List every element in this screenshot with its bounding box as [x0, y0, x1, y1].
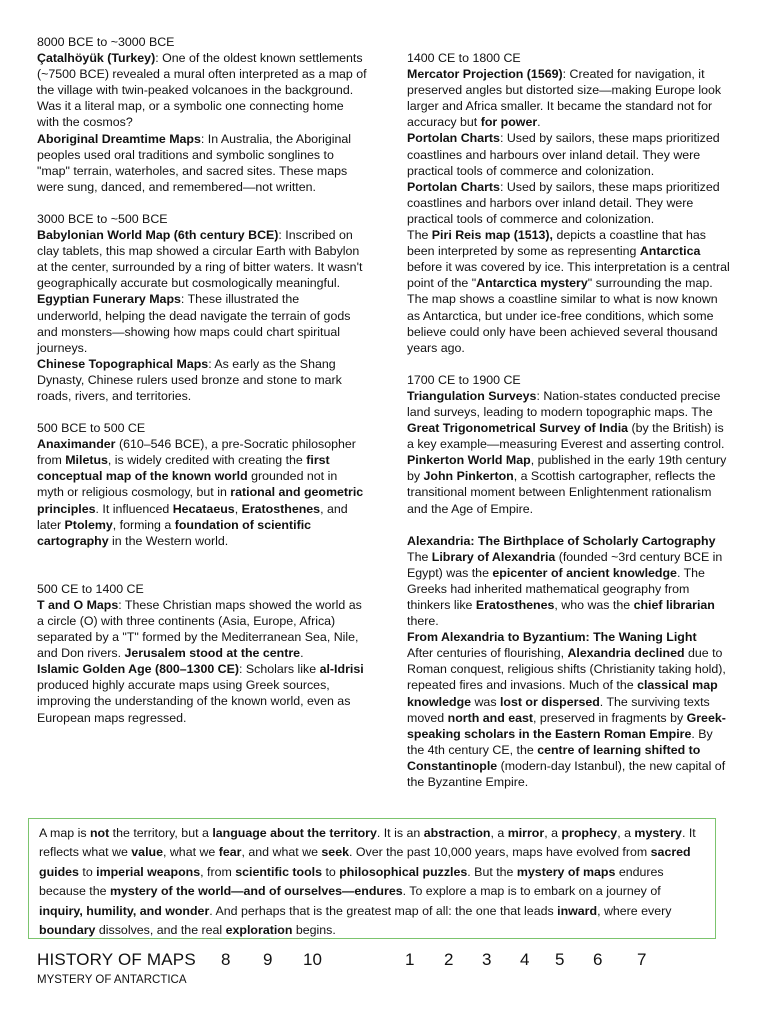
- paragraph-pinkerton: [407, 452, 731, 516]
- bold-term: classical map knowledge: [407, 678, 718, 709]
- bold-term: chief librarian: [633, 598, 715, 612]
- text-run: . The surviving texts moved: [407, 694, 710, 725]
- bold-term: exploration: [225, 923, 293, 938]
- text-run: begins.: [292, 923, 336, 938]
- paragraph-portolan-2: [407, 179, 731, 227]
- era-heading: 1700 CE to 1900 CE: [407, 372, 521, 387]
- text-run: grounded not in myth or religious cosmology, but in: [37, 469, 338, 500]
- page-number-link[interactable]: 7: [637, 950, 647, 969]
- text-run: After centuries of flourishing,: [407, 646, 568, 661]
- paragraph-piri-reis: [407, 227, 731, 356]
- bold-term: Çatalhöyük (Turkey): [37, 51, 156, 66]
- text-run: to: [322, 864, 340, 879]
- text-run: (founded ~3rd century BCE in Egypt) was the: [407, 549, 723, 580]
- bold-term: sacred guides: [39, 845, 691, 879]
- bold-term: Miletus: [65, 453, 108, 468]
- bold-term: Ptolemy: [64, 517, 113, 532]
- text-run: , a Scottish cartographer, reflects the transitional moment between Enlightenment rationalism and the Age of Empire.: [407, 469, 716, 516]
- text-run: : These illustrated the underworld, helping the dead navigate the terrain of gods and monsters—showing how maps could chart spiritual journeys.: [37, 292, 351, 355]
- bold-term: Mercator Projection (1569): [407, 67, 563, 82]
- bold-term: Alexandria declined: [567, 646, 685, 661]
- bold-term: centre of learning shifted to Constantinople: [407, 742, 701, 773]
- bold-term: boundary: [39, 923, 96, 938]
- bold-term: first conceptual map of the known world: [37, 453, 330, 484]
- paragraph-t-and-o: [37, 597, 367, 661]
- paragraph-catalhoyuk: [37, 50, 367, 130]
- text-run: , a: [544, 826, 562, 840]
- text-run: , a: [490, 826, 508, 840]
- paragraph-decline: [407, 645, 731, 790]
- text-run: : Used by sailors, these maps prioritized coastlines and harbors over inland detail. They were practical tools of commerce and colonization.: [407, 179, 720, 226]
- bold-term: Chinese Topographical Maps: [37, 356, 209, 371]
- bold-term: philosophical puzzles: [339, 864, 468, 879]
- bold-term: inward: [557, 903, 598, 918]
- text-run: was: [471, 694, 500, 709]
- bold-term: epicenter of ancient knowledge: [492, 565, 677, 580]
- bold-term: Eratosthenes: [475, 598, 555, 612]
- page-number-link[interactable]: 1: [405, 950, 415, 969]
- text-run: . The Greeks had inherited mathematical geography from thinkers like: [407, 565, 705, 612]
- bold-term: Eratosthenes: [241, 501, 321, 516]
- page-number-link[interactable]: 3: [482, 950, 492, 969]
- text-run: , is widely credited with creating the: [107, 453, 307, 468]
- text-run: A map is: [39, 826, 90, 840]
- text-run: , forming a: [112, 517, 175, 532]
- bold-term: Babylonian World Map (6th century BCE): [37, 228, 279, 243]
- text-run: .: [537, 115, 541, 130]
- text-run: . And perhaps that is the greatest map of all: the one that leads: [209, 903, 558, 918]
- bold-term: seek: [321, 845, 349, 860]
- text-run: endures because the: [39, 864, 664, 899]
- text-run: , published in the early 19th century by: [407, 453, 727, 484]
- right-column: [407, 50, 731, 790]
- paragraph-dreamtime: [37, 131, 367, 195]
- bold-term: abstraction: [423, 826, 491, 840]
- text-run: : Inscribed on clay tablets, this map showed a circular Earth with Babylon at the center, surrounded by a ring of bitter waters. It wasn't geographically accurate but cosmologically meaningful.: [37, 228, 363, 291]
- bold-term: Great Trigonometrical Survey of India: [407, 421, 629, 436]
- bold-term: al-Idrisi: [319, 662, 364, 677]
- bold-term: Aboriginal Dreamtime Maps: [37, 131, 201, 146]
- text-run: : One of the oldest known settlements (~7500 BCE) revealed a mural often interpreted as a map of the village with twin-peaked volcanoes in the background. Was it a literal map, or a symbolic one connecting home with the cosmos?: [37, 51, 367, 130]
- text-run: ,: [234, 501, 242, 516]
- text-run: : Nation-states conducted precise land surveys, leading to modern topographic maps. The: [407, 388, 721, 419]
- text-run: the territory, but a: [109, 826, 213, 840]
- paragraph-egyptian: [37, 291, 367, 355]
- bold-term: scientific tools: [235, 864, 323, 879]
- page-number-link[interactable]: 9: [263, 950, 273, 969]
- bold-term: mystery of the world—and of ourselves—endures: [109, 884, 403, 899]
- paragraph-mercator: [407, 66, 731, 130]
- era-heading: 3000 BCE to ~500 BCE: [37, 211, 168, 226]
- text-run: . To explore a map is to embark on a journey of: [402, 884, 661, 899]
- text-run: there.: [407, 614, 439, 629]
- text-run: : Scholars like: [239, 662, 320, 677]
- footer-subtitle: MYSTERY OF ANTARCTICA: [37, 974, 187, 986]
- bold-term: value: [131, 845, 163, 860]
- paragraph-library: [407, 549, 731, 629]
- text-run: . But the: [467, 864, 517, 879]
- paragraph-islamic: [37, 661, 367, 725]
- bold-term: inquiry, humility, and wonder: [39, 903, 210, 918]
- text-run: produced highly accurate maps using Greek sources, improving the understanding of the known world, even as European maps regressed.: [37, 678, 351, 725]
- bold-term: mystery of maps: [516, 864, 616, 879]
- text-run: The: [407, 549, 432, 564]
- bold-term: Hecataeus: [172, 501, 235, 516]
- bold-term: mirror: [507, 826, 545, 840]
- text-run: , from: [200, 864, 236, 879]
- text-run: . By the 4th century CE, the: [407, 726, 713, 757]
- bold-term: Piri Reis map (1513),: [431, 228, 554, 243]
- text-run: before it was covered by ice. This interpretation is a central point of the ": [407, 260, 730, 291]
- text-run: , and later: [37, 501, 348, 532]
- bold-term: for power: [480, 115, 538, 130]
- bold-term: Triangulation Surveys: [407, 388, 537, 403]
- bold-term: Pinkerton World Map: [407, 453, 531, 468]
- text-run: , and what we: [241, 845, 322, 860]
- bold-term: prophecy: [561, 826, 618, 840]
- footer-title: HISTORY OF MAPS: [37, 950, 196, 969]
- text-run: due to Roman conquest, religious shifts (Christianity taking hold), repeated fires and invasions. Much of the: [407, 646, 726, 693]
- section-heading-alexandria: Alexandria: The Birthplace of Scholarly Cartography: [407, 533, 716, 548]
- bold-term: imperial weapons: [96, 864, 201, 879]
- summary-box: [28, 818, 716, 939]
- left-column: [37, 34, 367, 726]
- bold-term: lost or dispersed: [499, 694, 600, 709]
- bold-term: rational and geometric principles: [37, 485, 364, 516]
- text-run: , preserved in fragments by: [533, 710, 687, 725]
- bold-term: Library of Alexandria: [431, 549, 556, 564]
- paragraph-babylonian: [37, 227, 367, 291]
- page-number-link[interactable]: 4: [520, 950, 530, 969]
- text-run: . It reflects what we: [39, 826, 696, 860]
- text-run: : As early as the Shang Dynasty, Chinese rulers used bronze and stone to mark roads, rivers, and territories.: [37, 356, 342, 403]
- text-run: . It influenced: [95, 501, 173, 516]
- page-number-link[interactable]: 8: [221, 950, 231, 969]
- text-run: , where every: [597, 903, 672, 918]
- text-run: .: [300, 646, 304, 661]
- text-run: , a: [617, 826, 635, 840]
- page-number-link[interactable]: 6: [593, 950, 603, 969]
- bold-term: mystery: [634, 826, 682, 840]
- text-run: . Over the past 10,000 years, maps have evolved from: [348, 845, 651, 860]
- bold-term: north and east: [447, 710, 534, 725]
- paragraph-triangulation: [407, 388, 731, 452]
- bold-term: foundation of scientific cartography: [37, 517, 312, 548]
- bold-term: Jerusalem stood at the centre: [124, 646, 301, 661]
- text-run: dissolves, and the real: [95, 923, 226, 938]
- paragraph-chinese: [37, 356, 367, 404]
- text-run: . It is an: [376, 826, 424, 840]
- bold-term: Portolan Charts: [407, 131, 500, 146]
- bold-term: language about the territory: [212, 826, 377, 840]
- text-run: to: [78, 864, 97, 879]
- bold-term: Portolan Charts: [407, 179, 500, 194]
- text-run: (by the British) is a key example—measuring Everest and asserting control.: [407, 421, 725, 452]
- bold-term: John Pinkerton: [423, 469, 514, 484]
- bold-term: T and O Maps: [37, 597, 119, 612]
- text-run: " surrounding the map. The map shows a coastline similar to what is now known as Antarctica, but under ice-free conditions, which some believe could only have been achieved several thousand years ago.: [407, 276, 718, 355]
- text-run: , who was the: [554, 598, 634, 612]
- bold-term: Islamic Golden Age (800–1300 CE): [37, 662, 240, 677]
- bold-term: Egyptian Funerary Maps: [37, 292, 181, 307]
- bold-term: Anaximander: [37, 437, 116, 452]
- page-number-link[interactable]: 10: [303, 950, 322, 969]
- bold-term: Antarctica: [639, 244, 701, 259]
- bold-term: fear: [218, 845, 242, 860]
- text-run: : In Australia, the Aboriginal peoples used oral traditions and symbolic songlines to "map" terrain, waterholes, and sacred sites. These maps were sung, danced, and remembered—not written.: [37, 131, 352, 194]
- paragraph-anaximander: [37, 436, 367, 549]
- bold-term: not: [89, 826, 110, 840]
- text-run: (610–546 BCE), a pre-Socratic philosopher from: [37, 437, 356, 468]
- era-heading: 1400 CE to 1800 CE: [407, 51, 521, 65]
- page-number-link[interactable]: 5: [555, 950, 565, 969]
- text-run: in the Western world.: [108, 533, 229, 548]
- era-heading: 8000 BCE to ~3000 BCE: [37, 35, 175, 49]
- page-number-link[interactable]: 2: [444, 950, 454, 969]
- text-run: The: [407, 228, 432, 243]
- era-heading: 500 CE to 1400 CE: [37, 581, 144, 596]
- text-run: , what we: [162, 845, 219, 860]
- text-run: : Created for navigation, it preserved angles but distorted size—making Europe look larger and Africa smaller. It became the standard not for accuracy but: [407, 67, 722, 130]
- text-run: : Used by sailors, these maps prioritized coastlines and harbours over inland detail. They were practical tools of commerce and colonization.: [407, 131, 720, 178]
- text-run: depicts a coastline that has been interpreted by some as representing: [407, 228, 706, 259]
- bold-term: Antarctica mystery: [476, 276, 588, 291]
- bold-term: Greek-speaking scholars in the Eastern Roman Empire: [407, 710, 726, 741]
- text-run: : These Christian maps showed the world as a circle (O) with three continents (Asia, Europe, Africa) separated by a "T" formed by the Mediterranean Sea, Nile, and Don rivers.: [37, 597, 362, 661]
- text-run: (modern-day Istanbul), the new capital of the Byzantine Empire.: [407, 758, 726, 790]
- era-heading: 500 BCE to 500 CE: [37, 421, 146, 436]
- section-heading-byzantium: From Alexandria to Byzantium: The Waning Light: [407, 630, 697, 645]
- paragraph-portolan: [407, 130, 731, 178]
